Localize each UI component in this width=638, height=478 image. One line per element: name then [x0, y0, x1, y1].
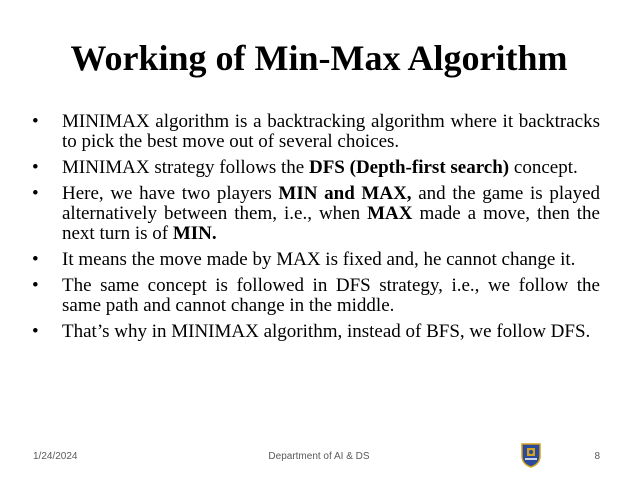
bullet-item	[32, 184, 600, 244]
bullet-marker: •	[32, 321, 39, 342]
bullet-text: concept.	[509, 157, 578, 178]
bullet-item	[32, 158, 600, 178]
bullet-text: made a move, then the next turn is of	[62, 203, 600, 244]
bullet-bold-text: DFS (Depth-first search)	[308, 157, 510, 178]
bullet-marker: •	[32, 275, 39, 296]
bullet-marker: •	[32, 157, 39, 178]
page-number: 8	[594, 451, 600, 462]
bullet-text: MINIMAX algorithm is a backtracking algorithm where it backtracks to pick the best move out of several choices.	[62, 111, 600, 152]
bullet-marker: •	[32, 183, 39, 204]
bullet-item	[32, 250, 600, 270]
bullet-marker: •	[32, 111, 39, 132]
bullet-bold-text: MIN.	[172, 223, 217, 244]
bullet-bold-text: MAX	[367, 203, 413, 224]
bullet-text: Here, we have two players	[62, 183, 279, 204]
bullet-marker: •	[32, 249, 39, 270]
college-crest-icon	[520, 442, 542, 468]
bullet-text: and the game is played alternatively between them, i.e., when	[62, 183, 601, 224]
footer-department: Department of AI & DS	[268, 451, 370, 462]
bullet-item	[32, 322, 600, 342]
bullet-list	[32, 112, 600, 348]
bullet-text: The same concept is followed in DFS strategy, i.e., we follow the same path and cannot change in the middle.	[62, 275, 600, 316]
footer-date: 1/24/2024	[33, 451, 78, 462]
slide-title: Working of Min-Max Algorithm	[70, 38, 568, 78]
bullet-text: It means the move made by MAX is fixed and, he cannot change it.	[62, 249, 576, 270]
bullet-bold-text: MIN and MAX,	[278, 183, 412, 204]
bullet-text: MINIMAX strategy follows the	[62, 157, 309, 178]
bullet-item	[32, 276, 600, 316]
bullet-item	[32, 112, 600, 152]
bullet-text: That’s why in MINIMAX algorithm, instead of BFS, we follow DFS.	[62, 321, 591, 342]
